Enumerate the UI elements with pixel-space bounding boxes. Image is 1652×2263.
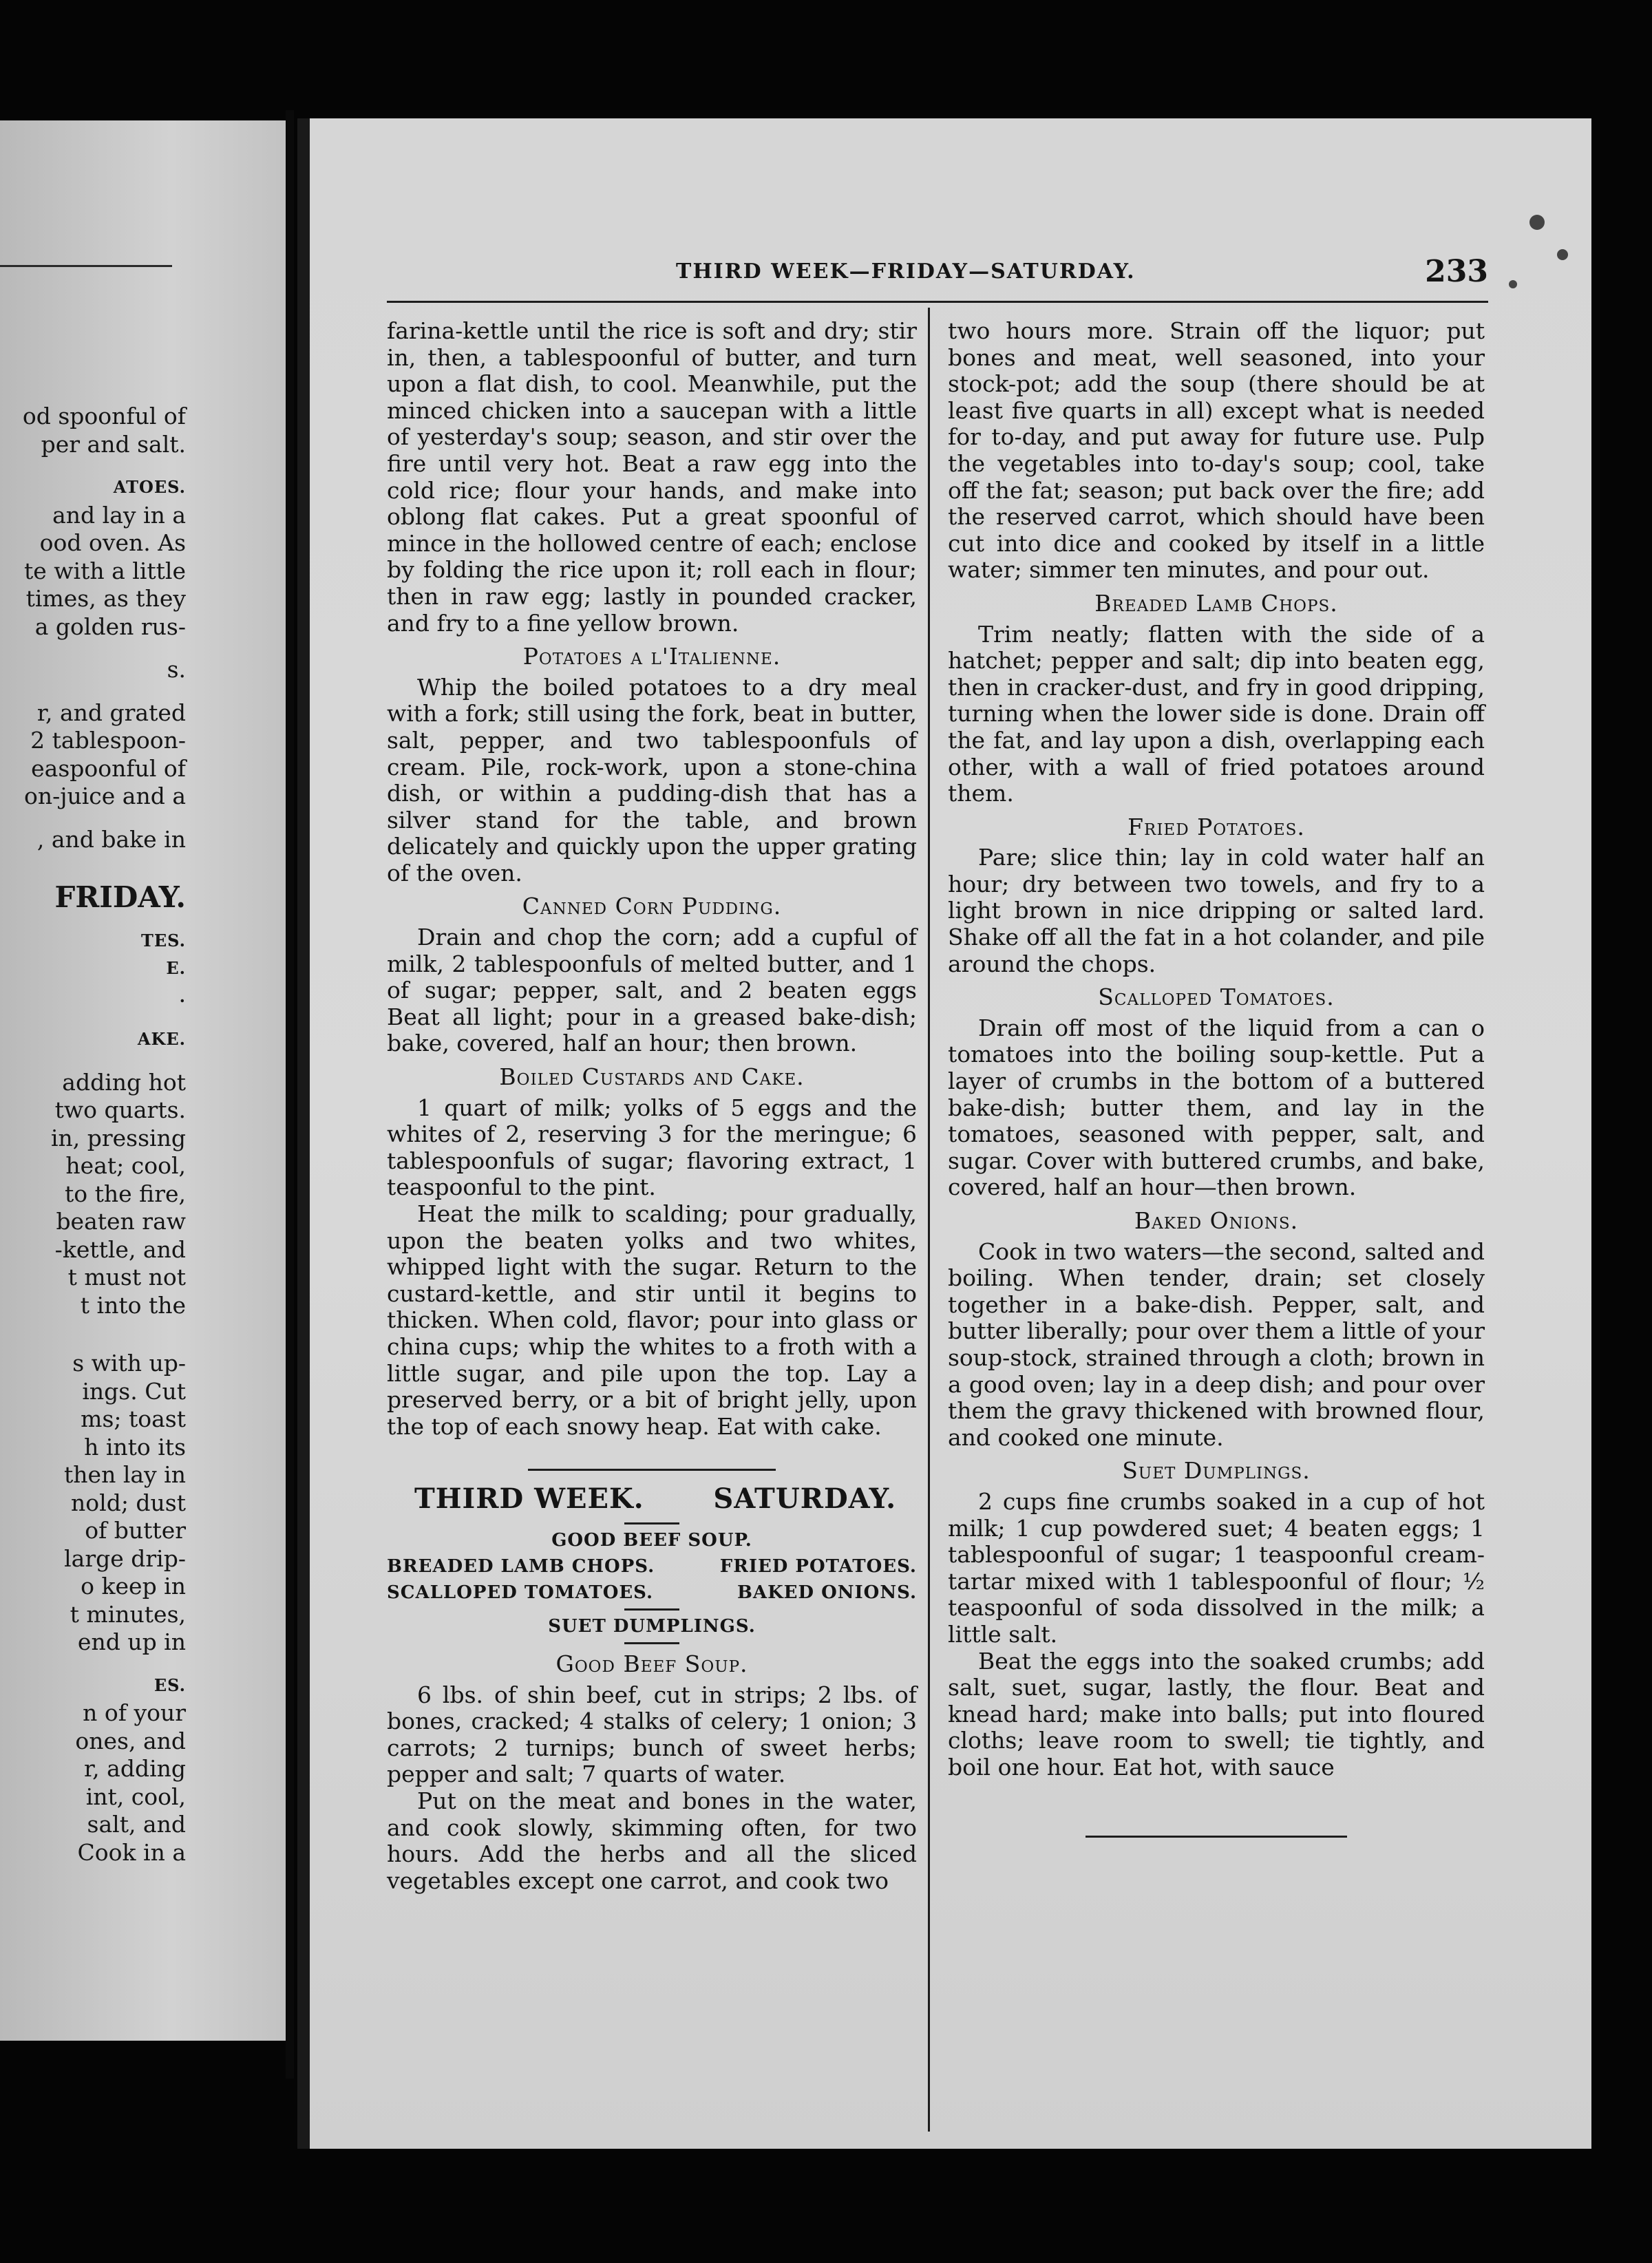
running-head: THIRD WEEK—FRIDAY—SATURDAY. (676, 259, 1136, 284)
left-page-line: adding hot (62, 1068, 186, 1096)
left-page-line: then lay in (64, 1461, 186, 1488)
left-page-line: AKE. (137, 1029, 186, 1049)
potatoes-paragraph: Whip the boiled potatoes to a dry meal with a fork; still using the fork, beat in butter, salt, pepper, and two tablespoonfuls of cream. Pile, rock-work, upon a stone-china dish, or within a pudding-dish that has a silver stand for the table, and brown delicately and quickly upon the upper grating of the oven. (387, 673, 917, 886)
section-rule (528, 1469, 776, 1471)
left-page-line: ms; toast (81, 1405, 186, 1432)
left-page-line: to the fire, (65, 1180, 186, 1207)
soup-ingredients: 6 lbs. of shin beef, cut in strips; 2 lbs. of bones, cracked; 4 stalks of celery; 1 onion; 3 carrots; 2 turnips; bunch of sweet herbs; pepper and salt; 7 quarts of water. (387, 1681, 917, 1788)
left-page-line: a golden rus- (34, 613, 186, 640)
left-page-line: ood oven. As (39, 529, 186, 556)
left-page-line: . (179, 986, 186, 1006)
left-page-line: ATOES. (113, 477, 186, 497)
left-page-line (0, 641, 286, 656)
menu-title (387, 1483, 917, 1516)
left-page-line: s. (167, 656, 186, 683)
dumplings-ingredients: 2 cups fine crumbs soaked in a cup of hot milk; 1 cup powdered suet; 4 beaten eggs; 1 tablespoonful of sugar; 1 teaspoonful cream-tartar mixed with 1 tablespoonful of flour; ½ teaspoonful of soda dissolved in the milk; a little salt. (948, 1487, 1485, 1648)
end-rule (1086, 1836, 1347, 1838)
paper-speck (1509, 280, 1517, 288)
right-page (297, 118, 1591, 2149)
menu-item-soup: GOOD BEEF SOUP. (551, 1529, 752, 1551)
heading-baked-onions: Baked Onions. (1134, 1207, 1299, 1234)
left-page-line: in, pressing (50, 1124, 186, 1151)
paper-speck (1529, 215, 1545, 230)
heading-suet-dumplings: Suet Dumplings. (1122, 1457, 1311, 1485)
page-header (387, 254, 1488, 301)
left-page-line (0, 853, 286, 869)
menu-row-2 (387, 1580, 917, 1606)
left-page-line: times, as they (25, 585, 186, 612)
heading-potatoes-italienne: Potatoes a l'Italienne. (522, 643, 781, 670)
left-page-line (0, 1319, 286, 1335)
left-page-line: two quarts. (54, 1096, 186, 1123)
menu-day: SATURDAY. (713, 1483, 896, 1516)
menu-rule (624, 1522, 679, 1524)
left-column (387, 318, 917, 1894)
left-page-line: per and salt. (41, 430, 186, 458)
right-column (948, 318, 1485, 1838)
left-page-line: FRIDAY. (54, 880, 186, 914)
menu-item-scalloped: SCALLOPED TOMATOES. (387, 1582, 654, 1603)
left-page-rule (0, 265, 172, 267)
left-page-line (0, 1335, 286, 1350)
heading-fried-potatoes: Fried Potatoes. (1127, 813, 1305, 840)
left-page-line: t minutes, (70, 1600, 186, 1628)
left-page-line (0, 684, 286, 699)
left-page-line: ones, and (75, 1727, 186, 1754)
left-page-line: 2 tablespoon- (30, 727, 186, 754)
left-page-line (0, 1657, 286, 1672)
custards-method: Heat the milk to scalding; pour gradually, upon the beaten yolks and two whites, whipped light with the sugar. Return to the custard-kettle, and stir until it begins to thicken. When cold, flavor; pour into glass or china cups; whip the whites to a froth with a little sugar, and pile upon the top. Lay a preserved berry, or a bit of bright jelly, upon the top of each snowy heap. Eat with cake. (387, 1200, 917, 1440)
menu-row-1 (387, 1553, 917, 1580)
menu-week: THIRD WEEK. (414, 1483, 644, 1516)
corn-paragraph: Drain and chop the corn; add a cupful of milk, 2 tablespoonfuls of melted butter, and 1 of sugar; pepper, salt, and 2 beaten eggs Beat all light; pour in a greased bake-dish; bake, covered, half an hour; then brown. (387, 924, 917, 1057)
left-page-line: t into the (80, 1291, 186, 1319)
paper-speck (1557, 249, 1568, 260)
left-facing-page (0, 120, 286, 2041)
left-page-line (0, 811, 286, 826)
menu-item-chops: BREADED LAMB CHOPS. (387, 1555, 655, 1577)
heading-lamb-chops: Breaded Lamb Chops. (1094, 589, 1338, 617)
heading-scalloped-tomatoes: Scalloped Tomatoes. (1098, 984, 1335, 1011)
menu-item-fried: FRIED POTATOES. (719, 1555, 917, 1577)
left-page-line: large drip- (64, 1544, 186, 1572)
left-page-line: on-juice and a (23, 783, 186, 809)
left-page-line (0, 458, 286, 474)
left-page-line: and lay in a (52, 501, 186, 529)
left-page-line: Cook in a (77, 1838, 186, 1866)
heading-custards: Boiled Custards and Cake. (499, 1063, 805, 1091)
left-page-line: salt, and (87, 1811, 186, 1838)
menu-item-dumplings: SUET DUMPLINGS. (548, 1615, 756, 1637)
left-page-line: s with up- (72, 1350, 186, 1377)
left-page-line: o keep in (81, 1573, 186, 1600)
left-page-line: E. (166, 958, 186, 978)
onions-paragraph: Cook in two waters—the second, salted and boiling. When tender, drain; set closely together in a bake-dish. Pepper, salt, and butter liberally; pour over them a little of your soup-stock, strained through a cloth; brown in a good oven; lay in a deep dish; and pour over them the gravy thickened with browned flour, and cooked one minute. (948, 1237, 1485, 1451)
left-page-line: TES. (141, 930, 186, 950)
custards-ingredients: 1 quart of milk; yolks of 5 eggs and the whites of 2, reserving 3 for the meringue; 6 tablespoonfuls of sugar; flavoring extract, 1 teaspoonful to the pint. (387, 1094, 917, 1201)
header-rule (387, 301, 1488, 303)
left-page-line: r, and grated (36, 699, 186, 726)
dumplings-method: Beat the eggs into the soaked crumbs; add salt, suet, sugar, lastly, the flour. Beat and knead hard; make into balls; put into floured cloths; leave room to swell; tie tightly, and boil one hour. Eat hot, with sauce (948, 1647, 1485, 1781)
heading-corn-pudding: Canned Corn Pudding. (522, 893, 782, 920)
left-page-line: t must not (67, 1264, 186, 1290)
left-page-line: end up in (77, 1628, 186, 1655)
left-page-line: heat; cool, (65, 1152, 186, 1179)
left-page-line: od spoonful of (22, 403, 186, 429)
menu-rule (624, 1608, 679, 1611)
left-page-line (0, 1010, 286, 1026)
book-gutter (286, 110, 294, 2079)
left-page-line: , and bake in (36, 825, 186, 853)
chops-paragraph: Trim neatly; flatten with the side of a hatchet; pepper and salt; dip into beaten egg, then in cracker-dust, and fry in good dripping, turning when the lower side is done. Drain off the fat, and lay upon a dish, overlapping each other, with a wall of fried potatoes around them. (948, 620, 1485, 807)
left-page-line: h into its (84, 1433, 186, 1460)
left-page-line: r, adding (84, 1755, 186, 1782)
left-page-line: -kettle, and (54, 1235, 186, 1263)
left-page-line: n of your (83, 1699, 186, 1726)
left-page-line: easpoonful of (31, 754, 186, 782)
left-page-line: of butter (85, 1517, 186, 1544)
heading-beef-soup: Good Beef Soup. (555, 1650, 748, 1677)
left-page-line (0, 1054, 286, 1069)
left-page-line: ES. (153, 1675, 186, 1695)
fried-paragraph: Pare; slice thin; lay in cold water half an hour; dry between two towels, and fry to a light brown in nice dripping or salted lard. Shake off all the fat in a hot colander, and pile around the chops. (948, 844, 1485, 977)
left-page-line: ings. Cut (82, 1377, 186, 1405)
left-page-text (0, 403, 286, 1867)
page-shadow-edge (297, 118, 310, 2149)
left-page-line: int, cool, (85, 1783, 186, 1810)
scalloped-paragraph: Drain off most of the liquid from a can o tomatoes into the boiling soup-kettle. Put a layer of crumbs in the bottom of a buttered bake-dish; butter them, and lay in the tomatoes, seasoned with pepper, salt, and sugar. Cover with buttered crumbs, and bake, covered, half an hour—then brown. (948, 1014, 1485, 1201)
soup-method: Put on the meat and bones in the water, and cook slowly, skimming often, for two hours. Add the herbs and all the sliced vegetables except one carrot, and cook two (387, 1787, 917, 1894)
menu-rule (624, 1642, 679, 1644)
menu-item-onions: BAKED ONIONS. (737, 1582, 917, 1603)
left-page-line: nold; dust (71, 1489, 186, 1516)
left-page-line: beaten raw (56, 1208, 186, 1235)
page-number: 233 (1425, 254, 1488, 289)
column-divider (928, 308, 930, 2132)
left-page-line: te with a little (24, 557, 186, 584)
soup-continued: two hours more. Strain off the liquor; put bones and meat, well seasoned, into your stock-pot; add the soup (there should be at least five quarts in all) except what is needed for to-day, and put away for future use. Pulp the vegetables into to-day's soup; cool, take off the fat; season; put back over the fire; add the reserved carrot, which should have been cut into dice and cooked by itself in a little water; simmer ten minutes, and pour out. (948, 317, 1485, 584)
chicken-paragraph: farina-kettle until the rice is soft and dry; stir in, then, a tablespoonful of butter, and turn upon a flat dish, to cool. Meanwhile, put the minced chicken into a saucepan with a little of yesterday's soup; season, and stir over the fire until very hot. Beat a raw egg into the cold rice; flour your hands, and make into oblong flat cakes. Put a great spoonful of mince in the hollowed centre of each; enclose by folding the rice upon it; roll each in flour; then in raw egg; lastly in pounded cracker, and fry to a fine yellow brown. (387, 317, 917, 637)
